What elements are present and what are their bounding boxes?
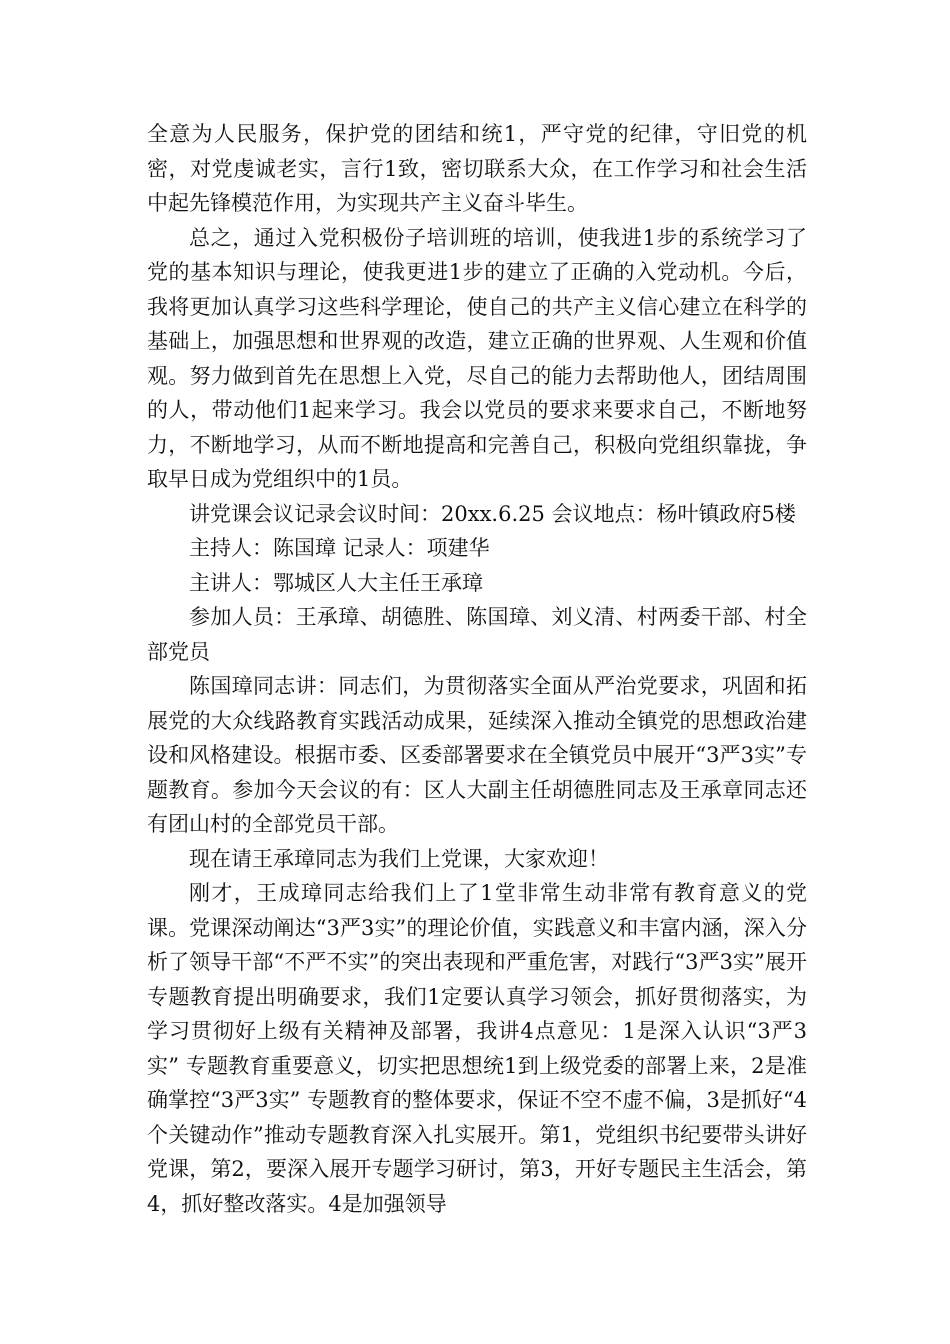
paragraph-host-recorder: 主持人：陈国璋 记录人：项建华 bbox=[189, 536, 490, 560]
paragraph-meeting-time-place: 讲党课会议记录会议时间：20xx.6.25 会议地点：杨叶镇政府5楼 bbox=[189, 501, 796, 526]
paragraph-summary: 总之，通过入党积极份子培训班的培训，使我进1步的系统学习了党的基本知识与理论，使我更进1步的建立了正确的入党动机。今后，我将更加认真学习这些科学理论，使自己的共产主义信心建立在科学的基础上，加强思想和世界观的改造，建立正确的世界观、人生观和价值观。努力做到首先在思想上入党，尽自己的能力去帮助他人，团结周围的人，带动他们1起来学习。我会以党员的要求来要求自己，不断地努力，不断地学习，从而不断地提高和完善自己，积极向党组织靠拢，争取早日成为党组织中的1员。 bbox=[147, 225, 807, 491]
document-body bbox=[147, 117, 807, 1221]
paragraph-attendees: 参加人员：王承璋、胡德胜、陈国璋、刘义清、村两委干部、村全部党员 bbox=[147, 605, 807, 664]
paragraph-opening-speech: 陈国璋同志讲：同志们，为贯彻落实全面从严治党要求，巩固和拓展党的大众线路教育实践活动成果，延续深入推动全镇党的思想政治建设和风格建设。根据市委、区委部署要求在全镇党员中展开“3严3实”专题教育。参加今天会议的有：区人大副主任胡德胜同志及王承章同志还有团山村的全部党员干部。 bbox=[147, 674, 807, 836]
paragraph-speaker: 主讲人：鄂城区人大主任王承璋 bbox=[189, 570, 483, 595]
paragraph-welcome: 现在请王承璋同志为我们上党课，大家欢迎！ bbox=[189, 846, 609, 871]
paragraph-closing-remarks: 刚才，王成璋同志给我们上了1堂非常生动非常有教育意义的党课。党课深动阐达“3严3实”的理论价值，实践意义和丰富内涵，深入分析了领导干部“不严不实”的突出表现和严重危害，对践行“3严3实”展开专题教育提出明确要求，我们1定要认真学习领会，抓好贯彻落实，为学习贯彻好上级有关精神及部署，我讲4点意见：1是深入认识“3严3实” 专题教育重要意义，切实把思想统1到上级党委的部署上来，2是准确掌控“3严3实” 专题教育的整体要求，保证不空不虚不偏，3是抓好“4个关键动作”推动专题教育深入扎实展开。第1，党组织书纪要带头讲好党课，第2，要深入展开专题学习研讨，第3，开好专题民主生活会，第4，抓好整改落实。4是加强领导 bbox=[147, 881, 807, 1216]
paragraph-party-member-duties: 全意为人民服务，保护党的团结和统1，严守党的纪律，守旧党的机密，对党虔诚老实，言行1致，密切联系大众，在工作学习和社会生活中起先锋模范作用，为实现共产主义奋斗毕生。 bbox=[147, 122, 807, 215]
